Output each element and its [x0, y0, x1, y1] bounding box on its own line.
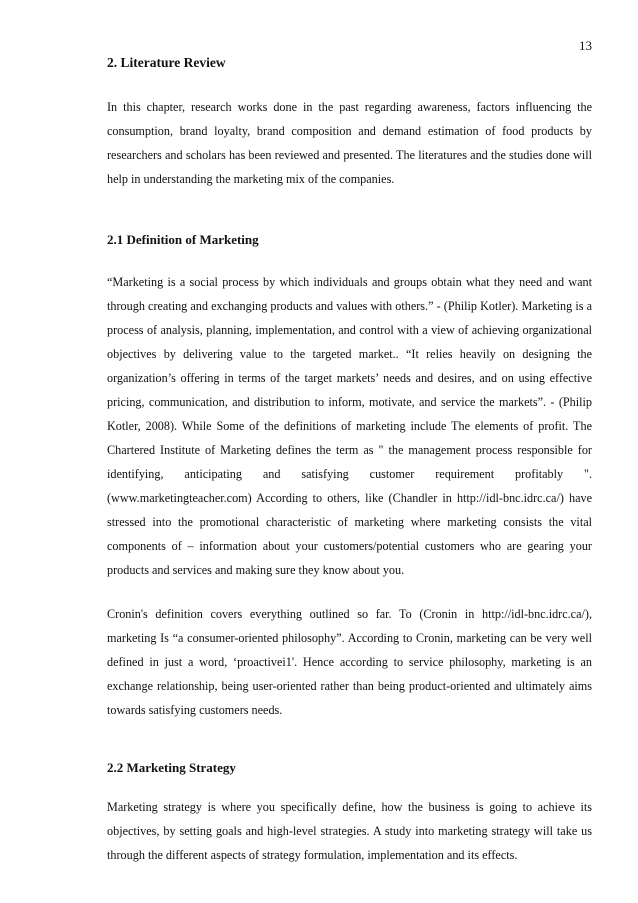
- literature-review-heading: 2. Literature Review: [107, 55, 226, 70]
- literature-review-paragraph: In this chapter, research works done in the past regarding awareness, factors influencing the consumption, brand loyalty, brand composition and demand estimation of food products by researchers and scholars has been reviewed and presented. The literatures and the studies done will help in understanding the marketing mix of the companies.: [107, 100, 592, 186]
- definition-paragraph-1: “Marketing is a social process by which individuals and groups obtain what they need and want through creating and exchanging products and values with others.” - (Philip Kotler). Marketing is a process of analysis, planning, implementation, and control with a view of achieving organizational objectives by delivering value to the targeted market.. “It relies heavily on designing the organization’s offering in terms of the target markets’ needs and desires, and on using effective pricing, communication, and distribution to inform, motivate, and service the markets”. - (Philip Kotler, 2008). While Some of the definitions of marketing include The elements of profit. The Chartered Institute of Marketing defines the term as " the management process responsible for identifying, anticipating and satisfying customer requirement profitably ". (www.marketingteacher.com) According to others, like (Chandler in http://idl-bnc.idrc.ca/) have stressed into the promotional characteristic of marketing where marketing consists the vital components of – information about your customers/potential customers who are gearing your products and services and making sure they know about you.: [107, 275, 592, 577]
- spacer: [107, 72, 592, 95]
- spacer: [107, 582, 592, 602]
- marketing-strategy-paragraph: Marketing strategy is where you specifically define, how the business is going to achieve its objectives, by setting goals and high-level strategies. A study into marketing strategy will take us through the different aspects of strategy formulation, implementation and its effects.: [107, 800, 592, 862]
- marketing-strategy-heading: 2.2 Marketing Strategy: [107, 760, 236, 775]
- spacer: [107, 722, 592, 759]
- spacer: [107, 249, 592, 270]
- spacer: [107, 191, 592, 231]
- definition-of-marketing-heading: 2.1 Definition of Marketing: [107, 232, 259, 247]
- page-number: 13: [579, 38, 592, 53]
- spacer: [107, 777, 592, 795]
- definition-paragraph-2: Cronin's definition covers everything outlined so far. To (Cronin in http://idl-bnc.idrc.ca/), marketing Is “a consumer-oriented philosophy”. According to Cronin, marketing can be very well defined in just a word, ‘proactivei1'. Hence according to service philosophy, marketing is an exchange relationship, being user-oriented rather than being product-oriented and ultimately aims towards satisfying customers needs.: [107, 607, 592, 717]
- page-content: [107, 54, 592, 867]
